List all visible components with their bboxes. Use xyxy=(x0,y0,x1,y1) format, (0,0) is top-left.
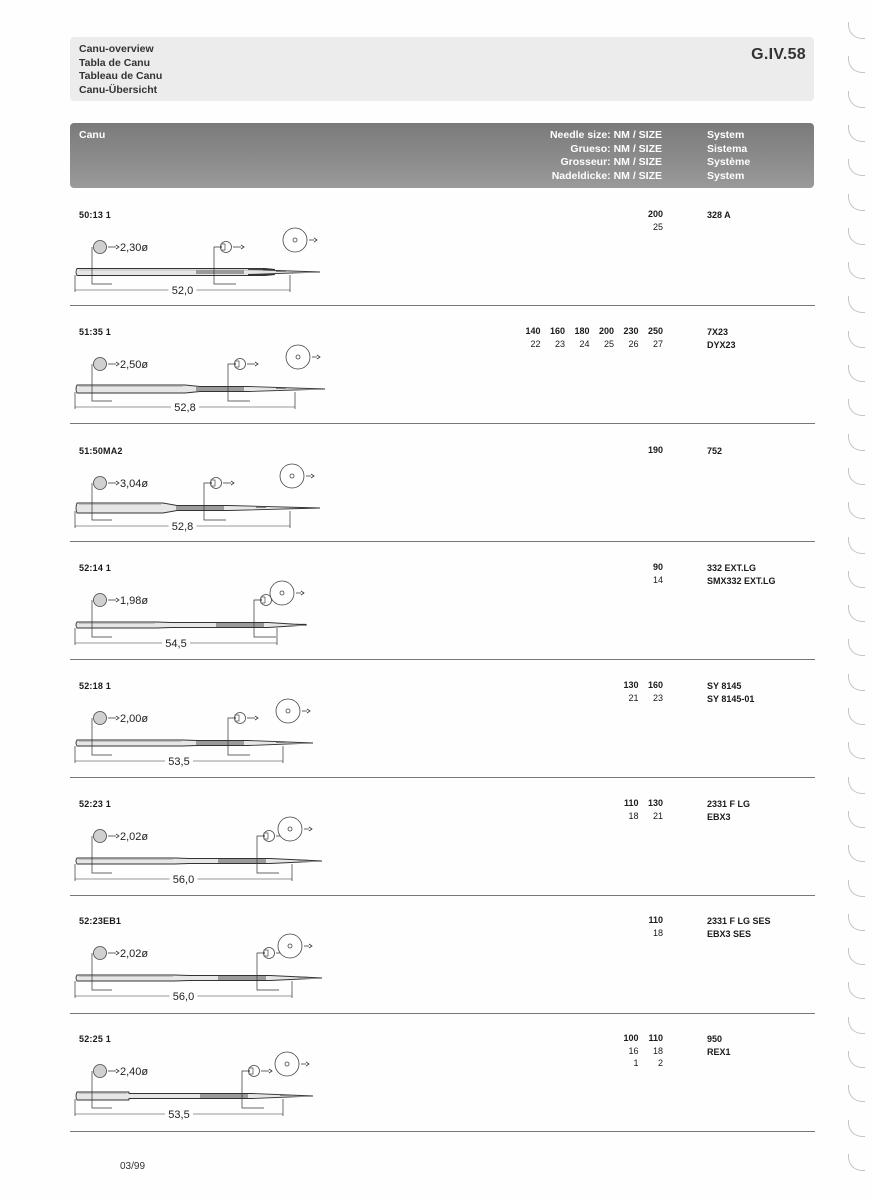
binder-hole xyxy=(848,674,865,691)
binder-hole xyxy=(848,399,865,416)
binder-hole xyxy=(848,571,865,588)
binder-hole xyxy=(848,742,865,759)
nm-line xyxy=(516,325,663,338)
canu-code: 52:18 1 xyxy=(79,681,111,691)
row-divider xyxy=(70,895,815,896)
canu-code: 51:50MA2 xyxy=(79,446,123,456)
nm-value: 100 xyxy=(623,1033,639,1043)
size-value: 14 xyxy=(652,574,663,585)
row-divider xyxy=(70,305,815,306)
binder-hole xyxy=(848,468,865,485)
needle-row xyxy=(0,671,873,789)
needle-row xyxy=(0,789,873,907)
arrow-icon xyxy=(302,709,310,713)
nm-value: 110 xyxy=(648,1033,663,1043)
nm-value: 130 xyxy=(623,680,639,690)
header-system-es: Sistema xyxy=(707,142,748,155)
diameter-circle-icon xyxy=(94,358,107,371)
system-name: 328 A xyxy=(707,210,731,220)
binder-hole xyxy=(848,194,865,211)
needle-outline xyxy=(76,622,307,628)
size-value: 25 xyxy=(603,338,614,349)
header-needle-size xyxy=(550,129,662,183)
needle-drawing xyxy=(60,819,400,899)
cross-section-icon xyxy=(276,699,300,723)
canu-code: 52:23EB1 xyxy=(79,916,122,926)
length-label: 56,0 xyxy=(172,991,195,1003)
size-table xyxy=(639,914,664,939)
cross-section-icon xyxy=(286,345,310,369)
system-list xyxy=(707,798,750,823)
arrow-icon xyxy=(247,716,258,720)
size-table xyxy=(639,208,664,233)
needle-groove xyxy=(196,387,244,391)
header-size-de: Nadeldicke: NM / SIZE xyxy=(551,169,662,182)
header-system xyxy=(707,129,750,183)
size-line xyxy=(614,692,663,705)
diameter-circle-icon xyxy=(94,947,107,960)
size-line xyxy=(614,1045,663,1058)
needle-drawing xyxy=(60,701,400,781)
length-label: 53,5 xyxy=(168,1109,190,1121)
needle-groove xyxy=(218,976,266,980)
diameter-circle-icon xyxy=(94,241,107,254)
nm-value: 130 xyxy=(647,798,663,808)
arrow-icon xyxy=(108,245,119,249)
diameter-label: 2,02ø xyxy=(120,948,149,960)
system-name: SY 8145-01 xyxy=(707,693,755,704)
nm-value: 180 xyxy=(574,326,590,336)
nm-value: 190 xyxy=(647,445,663,455)
binder-hole xyxy=(848,56,865,73)
size-value: 26 xyxy=(628,338,639,349)
needle-groove xyxy=(200,1094,248,1098)
diameter-label: 2,40ø xyxy=(120,1066,149,1078)
length-label: 52,8 xyxy=(174,402,196,414)
needle-outline xyxy=(76,858,322,864)
needle-drawing xyxy=(60,347,400,427)
nm-value: 140 xyxy=(525,326,541,336)
cross-section-icon xyxy=(278,934,302,958)
system-list xyxy=(707,915,771,940)
arrow-icon xyxy=(304,944,312,948)
system-name: 2331 F LG SES xyxy=(707,916,771,926)
needle-groove xyxy=(176,506,224,510)
title-de: Canu-Übersicht xyxy=(79,83,158,96)
system-name: DYX23 xyxy=(707,339,736,350)
system-list xyxy=(707,680,754,705)
binder-hole xyxy=(848,331,865,348)
arrow-icon xyxy=(247,362,258,366)
header-canu: Canu xyxy=(79,129,106,141)
canu-code: 51:35 1 xyxy=(79,327,111,337)
diameter-label: 2,50ø xyxy=(120,359,149,371)
size-table xyxy=(516,325,663,350)
needle-drawing xyxy=(60,466,400,546)
system-name: SY 8145 xyxy=(707,681,742,691)
arrow-icon xyxy=(312,355,320,359)
size-table xyxy=(614,1032,663,1070)
arrow-icon xyxy=(306,474,314,478)
diameter-circle-icon xyxy=(94,1065,107,1078)
size-value: 16 xyxy=(628,1045,639,1056)
system-name: SMX332 EXT.LG xyxy=(707,575,776,586)
row-divider xyxy=(70,423,815,424)
cross-section-icon xyxy=(275,1052,299,1076)
size-line xyxy=(516,338,663,351)
header-system-de: System xyxy=(707,169,745,182)
binder-hole xyxy=(848,1017,865,1034)
arrow-icon xyxy=(223,481,234,485)
arrow-icon xyxy=(108,362,119,366)
binder-hole xyxy=(848,1051,865,1068)
needle-row xyxy=(0,906,873,1024)
title-lines xyxy=(79,43,162,97)
diameter-label: 2,02ø xyxy=(120,831,149,843)
diameter-circle-icon xyxy=(94,712,107,725)
size-value: 18 xyxy=(652,927,663,938)
size-table xyxy=(639,561,664,586)
size-value: 18 xyxy=(652,1045,663,1056)
needle-row xyxy=(0,200,873,318)
needle-outline xyxy=(76,975,322,981)
needle-groove xyxy=(196,270,244,274)
canu-code: 50:13 1 xyxy=(79,210,111,220)
title-box xyxy=(70,37,814,101)
needle-row xyxy=(0,317,873,435)
arrow-icon xyxy=(233,245,244,249)
needle-groove xyxy=(218,859,266,863)
length-label: 52,0 xyxy=(171,285,194,297)
system-name: 950 xyxy=(707,1034,723,1044)
binder-hole xyxy=(848,502,865,519)
binder-hole xyxy=(848,777,865,794)
page-code: G.IV.58 xyxy=(751,46,806,63)
arrow-icon xyxy=(309,238,317,242)
binder-hole xyxy=(848,880,865,897)
length-label: 53,5 xyxy=(168,756,190,768)
needle-row xyxy=(0,1024,873,1142)
diameter-label: 2,00ø xyxy=(120,713,149,725)
diameter-label: 3,04ø xyxy=(120,478,149,490)
nm-value: 110 xyxy=(623,798,639,808)
system-name: 752 xyxy=(707,446,723,456)
binder-hole xyxy=(848,22,865,39)
system-list xyxy=(707,326,736,351)
cross-section-icon xyxy=(280,464,304,488)
binder-hole xyxy=(848,262,865,279)
needle-drawing xyxy=(60,936,400,1016)
title-fr: Tableau de Canu xyxy=(79,70,163,82)
size-value: 21 xyxy=(652,810,663,821)
cross-section-icon xyxy=(283,228,307,252)
system-name: EBX3 xyxy=(707,811,731,822)
binder-hole xyxy=(848,434,865,451)
binder-hole xyxy=(848,159,865,176)
binder-hole xyxy=(848,1154,865,1171)
row-divider xyxy=(70,777,815,778)
binder-hole xyxy=(848,605,865,622)
arrow-icon xyxy=(108,598,119,602)
canu-code: 52:23 1 xyxy=(79,799,111,809)
size-value: 22 xyxy=(530,338,541,349)
arrow-icon xyxy=(296,591,304,595)
needle-groove xyxy=(216,623,264,627)
needle-drawing xyxy=(60,230,400,310)
length-label: 56,0 xyxy=(172,874,195,886)
row-divider xyxy=(70,1131,815,1132)
binder-hole xyxy=(848,125,865,142)
size-value: 25 xyxy=(652,221,663,232)
binder-hole xyxy=(848,708,865,725)
system-name: 7X23 xyxy=(707,327,729,337)
header-size-es: Grueso: NM / SIZE xyxy=(570,142,662,155)
cross-section-icon xyxy=(270,581,294,605)
binder-hole xyxy=(848,845,865,862)
system-list xyxy=(707,562,776,587)
size-table xyxy=(614,679,663,704)
system-name: 2331 F LG xyxy=(707,799,751,809)
header-size-en: Needle size: NM / SIZE xyxy=(549,129,662,141)
nm-value: 200 xyxy=(647,209,663,219)
diameter-circle-icon xyxy=(94,594,107,607)
needle-drawing xyxy=(60,583,400,663)
needle-row xyxy=(0,553,873,671)
binder-hole xyxy=(848,811,865,828)
arrow-icon xyxy=(304,827,312,831)
binder-hole xyxy=(848,296,865,313)
nm-value: 250 xyxy=(647,326,663,336)
size-line xyxy=(614,810,663,823)
nm-line xyxy=(614,1032,663,1045)
arrow-icon xyxy=(301,1062,309,1066)
binder-hole xyxy=(848,365,865,382)
binder-hole xyxy=(848,91,865,108)
size-value: 24 xyxy=(579,338,590,349)
arrow-icon xyxy=(108,716,119,720)
binder-hole xyxy=(848,914,865,931)
system-list xyxy=(707,445,722,458)
arrow-icon xyxy=(108,834,119,838)
size-line xyxy=(639,574,664,587)
size-value: 21 xyxy=(628,692,639,703)
header-size-fr: Grosseur: NM / SIZE xyxy=(560,156,662,168)
diameter-label: 2,30ø xyxy=(120,242,149,254)
binder-hole xyxy=(848,228,865,245)
size-value: 23 xyxy=(554,338,565,349)
needle-drawing xyxy=(60,1054,400,1134)
nm-value: 110 xyxy=(648,915,663,925)
size-line xyxy=(639,927,664,940)
binder-hole xyxy=(848,1120,865,1137)
system-name: EBX3 SES xyxy=(707,928,752,939)
row-divider xyxy=(70,1013,815,1014)
nm-value: 90 xyxy=(652,562,663,572)
diameter-label: 1,98ø xyxy=(120,595,149,607)
nm-line xyxy=(639,208,664,221)
canu-code: 52:25 1 xyxy=(79,1034,111,1044)
nm-line xyxy=(614,679,663,692)
size-line xyxy=(639,221,664,234)
nm-line xyxy=(639,914,664,927)
length-label: 52,8 xyxy=(171,521,194,533)
arrow-icon xyxy=(261,1069,272,1073)
arrow-icon xyxy=(108,481,119,485)
extra-value: 2 xyxy=(657,1058,663,1068)
size-value: 27 xyxy=(652,338,663,349)
arrow-icon xyxy=(108,951,119,955)
header-system-en: System xyxy=(707,129,745,141)
diameter-circle-icon xyxy=(94,830,107,843)
diameter-circle-icon xyxy=(94,477,107,490)
nm-line xyxy=(639,444,664,457)
binder-hole xyxy=(848,982,865,999)
row-divider xyxy=(70,659,815,660)
size-table xyxy=(639,444,664,457)
header-system-fr: Système xyxy=(707,156,751,168)
nm-line xyxy=(614,797,663,810)
cross-section-icon xyxy=(278,817,302,841)
size-table xyxy=(614,797,663,822)
system-list xyxy=(707,1033,731,1058)
binder-hole xyxy=(848,537,865,554)
title-en: Canu-overview xyxy=(79,43,154,55)
extra-line xyxy=(614,1057,663,1070)
canu-code: 52:14 1 xyxy=(79,563,111,573)
needle-row xyxy=(0,436,873,554)
nm-value: 200 xyxy=(598,326,614,336)
needle-outline xyxy=(76,740,313,746)
needle-outline xyxy=(76,1092,313,1100)
binder-hole xyxy=(848,639,865,656)
extra-value: 1 xyxy=(633,1058,639,1068)
nm-value: 160 xyxy=(647,680,663,690)
binder-holes xyxy=(840,22,873,1182)
nm-value: 230 xyxy=(623,326,639,336)
needle-groove xyxy=(196,741,244,745)
length-label: 54,5 xyxy=(165,638,187,650)
system-list xyxy=(707,209,731,222)
nm-line xyxy=(639,561,664,574)
binder-hole xyxy=(848,1085,865,1102)
title-es: Tabla de Canu xyxy=(79,56,150,69)
system-name: REX1 xyxy=(707,1046,731,1057)
system-name: 332 EXT.LG xyxy=(707,563,757,573)
arrow-icon xyxy=(108,1069,119,1073)
nm-value: 160 xyxy=(549,326,565,336)
size-value: 18 xyxy=(628,810,639,821)
size-value: 23 xyxy=(652,692,663,703)
binder-hole xyxy=(848,948,865,965)
footer-date: 03/99 xyxy=(120,1161,146,1172)
table-header xyxy=(70,123,814,188)
row-divider xyxy=(70,541,815,542)
